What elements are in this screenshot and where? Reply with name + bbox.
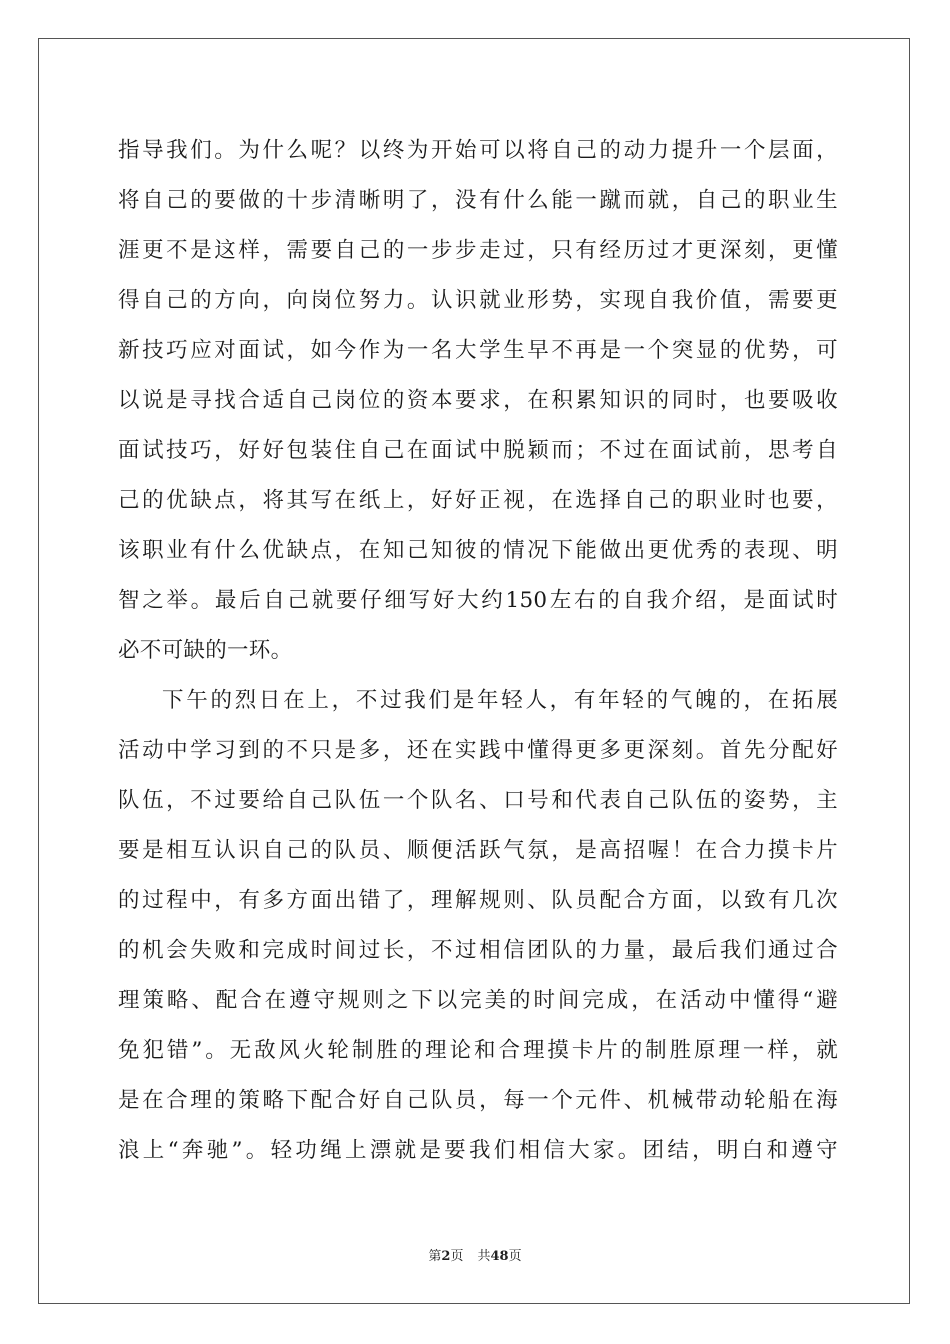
text-line: 浪上“奔驰”。轻功绳上漂就是要我们相信大家。团结，明白和遵守 [118,1138,838,1163]
text-line: 得自己的方向，向岗位努力。认识就业形势，实现自我价值，需要更 [118,288,838,313]
text-line: 智之举。最后自己就要仔细写好大约150左右的自我介绍，是面试时 [118,588,838,613]
text-line: 涯更不是这样，需要自己的一步步走过，只有经历过才更深刻，更懂 [118,238,838,263]
text-line: 以说是寻找合适自己岗位的资本要求，在积累知识的同时，也要吸收 [118,388,838,413]
paragraph-2 [118,676,838,1176]
total-pages: 48 [490,1249,509,1264]
text-line: 要是相互认识自己的队员、顺便活跃气氛，是高招喔！在合力摸卡片 [118,838,838,863]
text-line: 己的优缺点，将其写在纸上，好好正视，在选择自己的职业时也要， [118,488,838,513]
page-number: 2 [441,1249,451,1264]
text-line: 是在合理的策略下配合好自己队员，每一个元件、机械带动轮船在海 [118,1088,838,1113]
text-line: 面试技巧，好好包装住自己在面试中脱颖而；不过在面试前，思考自 [118,438,838,463]
text-line: 的过程中，有多方面出错了，理解规则、队员配合方面，以致有几次 [118,888,838,913]
text-line: 队伍，不过要给自己队伍一个队名、口号和代表自己队伍的姿势，主 [118,788,838,813]
total-prefix: 共 [477,1249,491,1264]
text-line: 的机会失败和完成时间过长，不过相信团队的力量，最后我们通过合 [118,938,838,963]
text-line: 将自己的要做的十步清晰明了，没有什么能一蹴而就，自己的职业生 [118,188,838,213]
text-line: 必不可缺的一环。 [118,638,293,663]
text-line: 指导我们。为什么呢？以终为开始可以将自己的动力提升一个层面， [118,138,838,163]
text-line: 免犯错”。无敌风火轮制胜的理论和合理摸卡片的制胜原理一样，就 [118,1038,838,1063]
total-suffix: 页 [508,1249,522,1264]
text-line: 下午的烈日在上，不过我们是年轻人，有年轻的气魄的，在拓展 [162,688,838,713]
text-line: 新技巧应对面试，如今作为一名大学生早不再是一个突显的优势，可 [118,338,838,363]
page-suffix: 页 [450,1249,464,1264]
document-body [118,126,838,1176]
page-footer [0,1245,950,1264]
page-prefix: 第 [428,1249,442,1264]
text-line: 活动中学习到的不只是多，还在实践中懂得更多更深刻。首先分配好 [118,738,838,763]
paragraph-1 [118,126,838,676]
text-line: 理策略、配合在遵守规则之下以完美的时间完成，在活动中懂得“避 [118,988,838,1013]
text-line: 该职业有什么优缺点，在知己知彼的情况下能做出更优秀的表现、明 [118,538,838,563]
